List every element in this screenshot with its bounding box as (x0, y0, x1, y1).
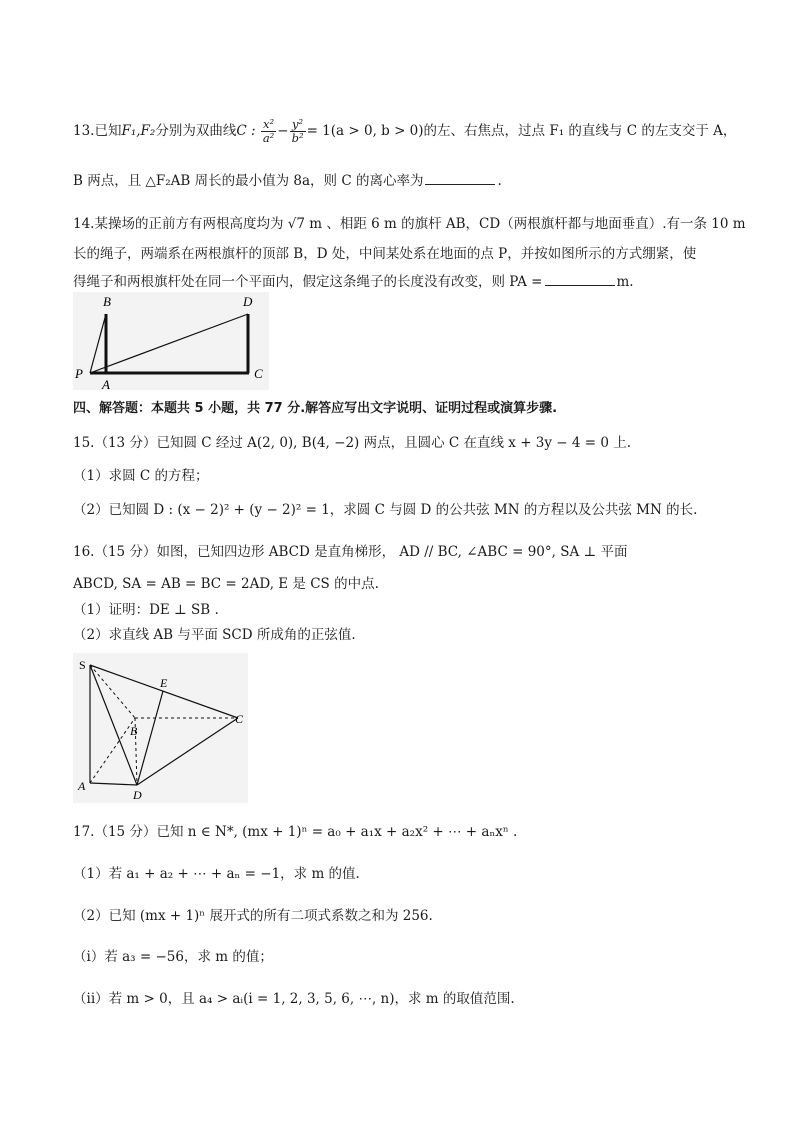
q13-foci: F₁,F₂ (121, 123, 156, 139)
q14-line2: 长的绳子，两端系在两根旗杆的顶部 B，D 处，中间某处系在地面的点 P，并按如图所示的方式绷紧，使 (73, 246, 697, 262)
q16-line1: 16.（15 分）如图，已知四边形 ABCD 是直角梯形， AD // BC, ∠ABC = 90°, SA ⊥ 平面 (73, 544, 628, 560)
rope-pd (90, 314, 248, 373)
label-b: B (103, 294, 111, 309)
q16-line2: ABCD, SA = AB = BC = 2AD, E 是 CS 的中点. (73, 576, 379, 592)
q17-line1: 17.（15 分）已知 n ∈ N*, (mx + 1)ⁿ = a₀ + a₁x + a₂x² + ⋯ + aₙxⁿ . (73, 824, 518, 840)
q13-equation-rest: = 1(a > 0, b > 0) (306, 123, 424, 139)
q13-fraction-x: $\frac{\text{x²}}{\text{a²}}$ (262, 117, 275, 145)
q13-line2-end: . (497, 173, 502, 189)
q17-part2-ii: （ii）若 m > 0，且 a₄ > aᵢ(i = 1, 2, 3, 5, 6, ⋯, n)，求 m 的取值范围. (73, 991, 515, 1007)
label-p: P (75, 366, 83, 381)
q15-line1: 15.（13 分）已知圆 C 经过 A(2, 0), B(4, −2) 两点，且圆心 C 在直线 x + 3y − 4 = 0 上. (73, 435, 632, 451)
q15-part2: （2）已知圆 D : (x − 2)² + (y − 2)² = 1，求圆 C 与圆 D 的公共弦 MN 的方程以及公共弦 MN 的长. (73, 502, 698, 518)
q13-curve: C : (236, 123, 256, 139)
q16-part2: （2）求直线 AB 与平面 SCD 所成角的正弦值. (73, 627, 356, 643)
label-c: C (235, 712, 244, 726)
q14-line3-text: 得绳子和两根旗杆处在同一个平面内，假定这条绳子的长度没有改变，则 PA = (73, 274, 543, 290)
q14-line3-end: m. (616, 274, 634, 290)
edge-ad (90, 783, 137, 785)
rope-pb (90, 314, 106, 373)
q14-line3 (73, 271, 634, 292)
q13-fraction-y: $\frac{\text{y²}}{\text{b²}}$ (291, 117, 304, 145)
q13-answer-blank (425, 170, 495, 185)
q17-part1: （1）若 a₁ + a₂ + ⋯ + aₙ = −1，求 m 的值. (73, 866, 360, 882)
q13-line2-text: B 两点，且 △F₂AB 周长的最小值为 8a，则 C 的离心率为 (73, 173, 424, 189)
edge-sc (90, 665, 238, 718)
q13-line1 (73, 118, 736, 145)
q16-part1: （1）证明：DE ⊥ SB . (73, 602, 219, 618)
q13-minus: − (277, 123, 289, 139)
label-e: E (160, 676, 168, 690)
q14-answer-blank (545, 271, 615, 286)
label-s: S (79, 658, 86, 672)
q13-mid1: 分别为双曲线 (155, 123, 237, 139)
edge-ab-hidden (90, 718, 135, 783)
q17-part2-i: （i）若 a₃ = −56，求 m 的值； (73, 949, 273, 965)
label-d: D (133, 788, 142, 802)
q16-pyramid-figure (73, 653, 248, 803)
q13-pre: 13.已知 (73, 123, 122, 139)
q17-part2: （2）已知 (mx + 1)ⁿ 展开式的所有二项式系数之和为 256. (73, 908, 433, 924)
q13-line2 (73, 170, 502, 191)
q15-part1: （1）求圆 C 的方程； (73, 468, 209, 484)
section-4-heading: 四、解答题：本题共 5 小题，共 77 分.解答应写出文字说明、证明过程或演算步骤. (73, 401, 558, 416)
q14-flagpole-figure (73, 292, 269, 390)
label-c: C (254, 366, 263, 381)
label-a: A (78, 779, 86, 793)
q13-line1-tail: 的左、右焦点，过点 F₁ 的直线与 C 的左支交于 A， (423, 123, 737, 139)
label-a: A (102, 377, 110, 390)
label-d: D (243, 294, 253, 309)
q14-line1: 14.某操场的正前方有两根高度均为 √7 m 、相距 6 m 的旗杆 AB，CD（两根旗杆都与地面垂直）.有一条 10 m (73, 216, 746, 232)
label-b: B (130, 724, 138, 738)
